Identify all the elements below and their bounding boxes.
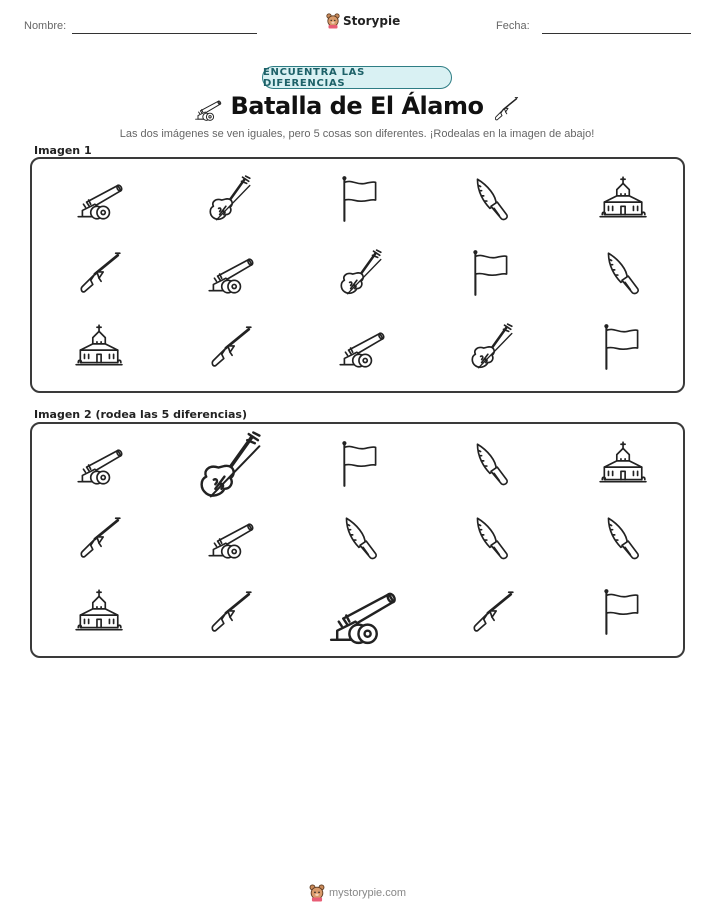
rifle-icon [203,586,255,638]
image2-cell-1-1[interactable] [32,434,163,494]
image2-grid [32,424,683,656]
image2-cell-3-2[interactable] [163,582,294,642]
image1-cell-3-4 [425,317,556,377]
image1-cell-1-5 [556,169,687,229]
image1-cell-1-4 [425,169,556,229]
knife-icon [334,512,386,564]
flag-icon [596,586,648,638]
instructions-text: Las dos imágenes se ven iguales, pero 5 cosas son diferentes. ¡Rodealas en la imagen de abajo! [119,128,595,140]
rifle-icon [490,94,520,129]
rifle-icon [72,247,124,299]
cannon-icon [203,512,255,564]
rifle-icon [465,586,517,638]
rifle-icon [203,321,255,373]
church-icon [596,173,648,225]
brand-name: Storypie [343,14,401,28]
church-icon [72,586,124,638]
image1-cell-2-1 [32,243,163,303]
image1-cell-2-2 [163,243,294,303]
image1-cell-3-2 [163,317,294,377]
flag-icon [334,173,386,225]
knife-icon [465,512,517,564]
cannon-icon [203,247,255,299]
date-line[interactable] [542,33,691,34]
page-title: Batalla de El Álamo [230,92,484,120]
knife-icon [465,438,517,490]
image1-cell-2-4 [425,243,556,303]
image2-cell-2-3[interactable] [294,508,425,568]
image2-cell-3-5[interactable] [556,582,687,642]
image1-cell-1-2 [163,169,294,229]
image1-cell-1-3 [294,169,425,229]
violin-icon [465,321,517,373]
image2-cell-1-2[interactable] [163,426,294,506]
knife-icon [596,247,648,299]
image2-cell-2-4[interactable] [425,508,556,568]
name-label: Nombre: [24,20,67,32]
image2-cell-3-3[interactable] [294,574,425,654]
knife-icon [596,512,648,564]
image1-cell-1-1 [32,169,163,229]
knife-icon [465,173,517,225]
image1-cell-3-1 [32,317,163,377]
cannon-icon [72,438,124,490]
image1-cell-3-5 [556,317,687,377]
image2-cell-1-5[interactable] [556,434,687,494]
image1-label: Imagen 1 [34,144,92,157]
image2-cell-2-1[interactable] [32,508,163,568]
footer [309,884,406,902]
violin-icon [191,428,267,504]
name-line[interactable] [72,33,257,34]
image1-cell-2-3 [294,243,425,303]
cannon-icon [322,576,398,652]
date-label: Fecha: [496,20,530,32]
image2-label: Imagen 2 (rodea las 5 diferencias) [34,408,248,421]
bear-icon [309,884,325,902]
bear-icon [326,13,340,29]
image2-cell-2-5[interactable] [556,508,687,568]
church-icon [596,438,648,490]
image2-cell-1-3[interactable] [294,434,425,494]
violin-icon [334,247,386,299]
flag-icon [596,321,648,373]
church-icon [72,321,124,373]
image2-cell-3-1[interactable] [32,582,163,642]
rifle-icon [490,94,520,124]
image2-cell-2-2[interactable] [163,508,294,568]
image1-cell-3-3 [294,317,425,377]
image1-grid [32,159,683,391]
image1-panel [30,157,685,393]
image2-panel[interactable] [30,422,685,658]
violin-icon [203,173,255,225]
image1-cell-2-5 [556,243,687,303]
instruction-badge: ENCUENTRA LAS DIFERENCIAS [262,66,452,89]
footer-link[interactable]: mystorypie.com [329,887,407,899]
image2-cell-3-4[interactable] [425,582,556,642]
cannon-icon [72,173,124,225]
brand-logo [326,13,400,29]
cannon-icon [334,321,386,373]
rifle-icon [72,512,124,564]
image2-cell-1-4[interactable] [425,434,556,494]
flag-icon [334,438,386,490]
flag-icon [465,247,517,299]
